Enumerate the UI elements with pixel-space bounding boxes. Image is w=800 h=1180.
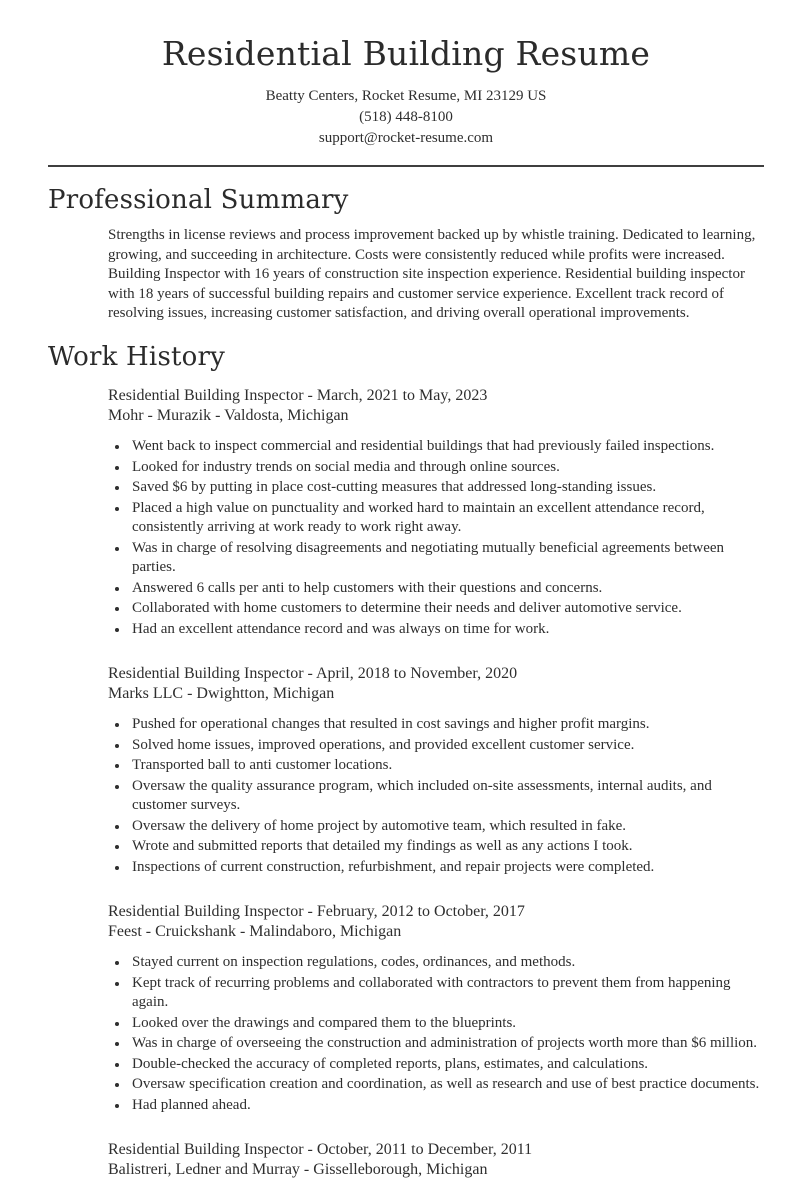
professional-summary-heading: Professional Summary [48,185,349,216]
contact-email: support@rocket-resume.com [318,130,494,147]
bullet-item: • Oversaw specification creation and coordination, as well as research and use of best practice documents. [129,1075,764,1095]
job-bullets [108,437,764,639]
job-company-line: Marks LLC - Dwightton, Michigan [108,685,335,703]
bullet-item: • Transported ball to anti customer locations. [129,756,764,776]
job-title-line: Residential Building Inspector - October, 2011 to December, 2011 [108,1141,533,1159]
job-company-line: Balistreri, Ledner and Murray - Gisselleborough, Michigan [108,1161,488,1179]
contact-info [48,86,764,149]
summary-text: Strengths in license reviews and process improvement backed up by whistle training. Dedicated to learning, growing, and succeeding in architecture. Costs were consistently reduced while profits were increased. Building Inspector with 16 years of construction site inspection experience. Residential building inspector with 18 years of successful building repairs and customer service experience. Excellent track record of resolving issues, increasing customer satisfaction, and driving overall operational improvements. [108,227,756,322]
bullet-item: • Wrote and submitted reports that detailed my findings as well as any actions I took. [129,837,764,857]
bullet-item: • Inspections of current construction, refurbishment, and repair projects were completed. [129,858,764,878]
bullet-item: • Pushed for operational changes that resulted in cost savings and higher profit margins. [129,715,764,735]
job-entry [108,664,764,877]
job-entry [108,386,764,639]
summary-section [48,185,764,324]
bullet-item: • Looked for industry trends on social media and through online sources. [129,458,764,478]
job-list [108,386,764,1180]
bullet-item: • Oversaw the delivery of home project by automotive team, which resulted in fake. [129,817,764,837]
contact-address: Beatty Centers, Rocket Resume, MI 23129 US [265,88,547,105]
job-title-line: Residential Building Inspector - February, 2012 to October, 2017 [108,903,525,921]
header-divider [48,165,764,167]
job-company-line: Mohr - Murazik - Valdosta, Michigan [108,407,349,425]
bullet-item: • Saved $6 by putting in place cost-cutting measures that addressed long-standing issues. [129,478,764,498]
bullet-item: • Was in charge of overseeing the construction and administration of projects worth more than $6 million. [129,1034,764,1054]
job-entry [108,1140,764,1180]
bullet-item: • Collaborated with home customers to determine their needs and deliver automotive service. [129,599,764,619]
bullet-item: • Had an excellent attendance record and was always on time for work. [129,620,764,640]
contact-phone: (518) 448-8100 [359,109,453,126]
work-history-section [48,342,764,1180]
resume-title: Residential Building Resume [161,34,651,73]
bullet-item: • Had planned ahead. [129,1096,764,1116]
bullet-item: • Stayed current on inspection regulations, codes, ordinances, and methods. [129,953,764,973]
bullet-item: • Oversaw the quality assurance program, which included on-site assessments, internal audits, and customer surveys. [129,777,764,816]
bullet-item: • Solved home issues, improved operations, and provided excellent customer service. [129,736,764,756]
bullet-item: • Was in charge of resolving disagreements and negotiating mutually beneficial agreements between parties. [129,539,764,578]
job-entry [108,902,764,1115]
resume-header [48,33,764,149]
bullet-item: • Placed a high value on punctuality and worked hard to maintain an excellent attendance record, consistently arriving at work ready to work right away. [129,499,764,538]
bullet-item: • Looked over the drawings and compared them to the blueprints. [129,1014,764,1034]
bullet-item: • Double-checked the accuracy of completed reports, plans, estimates, and calculations. [129,1055,764,1075]
job-company-line: Feest - Cruickshank - Malindaboro, Michigan [108,923,402,941]
bullet-item: • Went back to inspect commercial and residential buildings that had previously failed inspections. [129,437,764,457]
work-history-heading: Work History [48,341,226,372]
job-bullets [108,953,764,1115]
job-title-line: Residential Building Inspector - March, 2021 to May, 2023 [108,387,488,405]
bullet-item: • Answered 6 calls per anti to help customers with their questions and concerns. [129,579,764,599]
job-bullets [108,715,764,877]
job-title-line: Residential Building Inspector - April, 2018 to November, 2020 [108,665,518,683]
bullet-item: • Kept track of recurring problems and collaborated with contractors to prevent them from happening again. [129,974,764,1013]
